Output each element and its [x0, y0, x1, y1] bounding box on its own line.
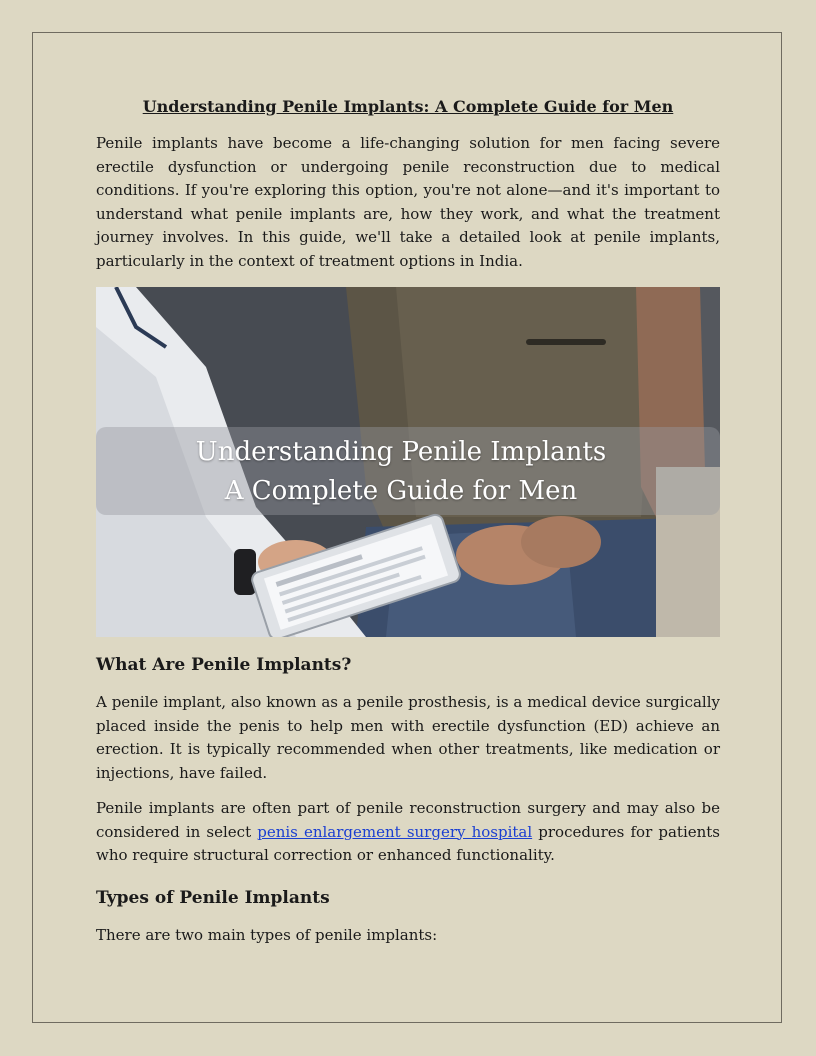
- section1-paragraph2-text-start: Penile implants are often part of penile reconstruction surgery and may also be considered in select: [96, 799, 720, 841]
- hero-caption: [96, 433, 706, 511]
- intro-paragraph: Penile implants have become a life-changing solution for men facing severe erectile dysfunction or undergoing penile reconstruction due to medical conditions. If you're exploring this option, you're not alone—and it's important to understand what penile implants are, how they work, and what the treatment journey involves. In this guide, we'll take a detailed look at penile implants, particularly in the context of treatment options in India.: [96, 134, 720, 270]
- hero-image: [96, 287, 720, 637]
- penis-enlargement-surgery-hospital-link[interactable]: penis enlargement surgery hospital: [257, 822, 533, 841]
- hero-caption-line1: Understanding Penile Implants: [195, 437, 607, 467]
- document-content: [96, 96, 720, 959]
- section1-paragraph2: [96, 797, 720, 868]
- document-title: Understanding Penile Implants: A Complete Guide for Men: [142, 97, 674, 116]
- section-heading-types: Types of Penile Implants: [96, 887, 330, 908]
- section1-paragraph2-text-end: procedures for patients who require structural correction or enhanced functionality.: [96, 822, 720, 864]
- section2-paragraph1: There are two main types of penile implants:: [96, 925, 438, 944]
- section-heading-what-are: What Are Penile Implants?: [96, 655, 352, 675]
- section1-paragraph1: A penile implant, also known as a penile prosthesis, is a medical device surgically placed inside the penis to help men with erectile dysfunction (ED) achieve an erection. It is typically recommended when other treatments, like medication or injections, have failed.: [96, 693, 720, 782]
- hero-caption-line2: A Complete Guide for Men: [224, 476, 578, 506]
